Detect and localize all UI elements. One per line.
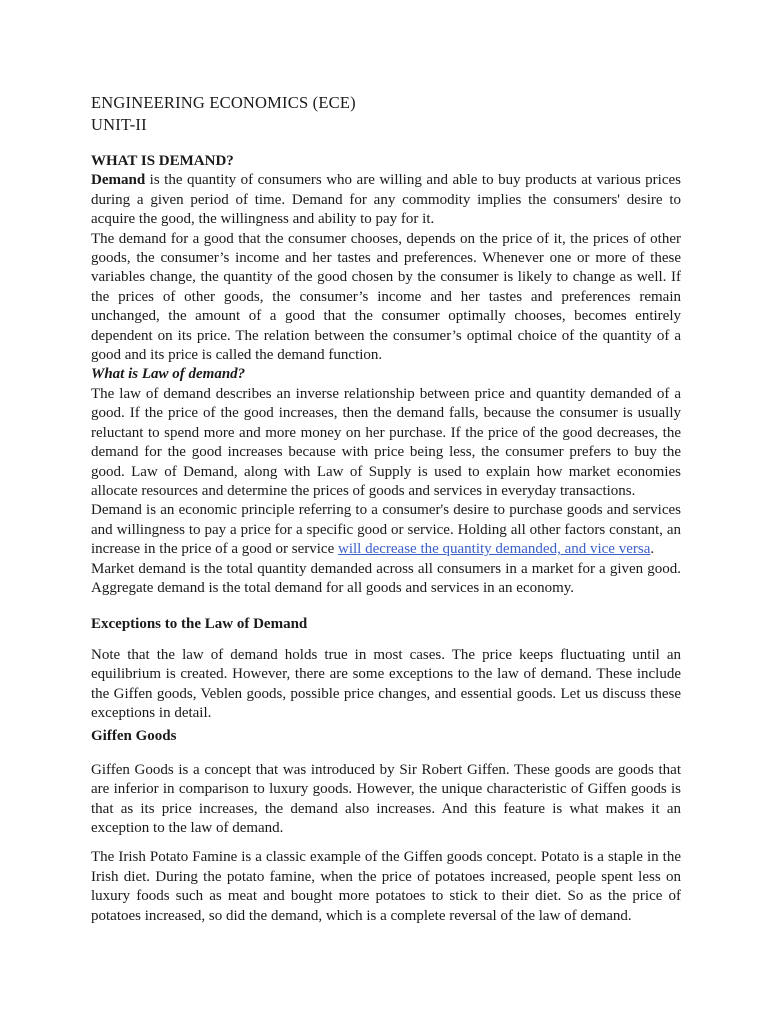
unit-title: UNIT-II xyxy=(91,115,147,134)
demand-definition-text: is the quantity of consumers who are willing and able to buy products at various prices during a given period of time. Demand for any commodity implies the consumers' desire to acquire the good, the willingness and ability to pay for it. xyxy=(91,172,681,228)
demand-function-paragraph: The demand for a good that the consumer chooses, depends on the price of it, the prices of other goods, the consumer’s income and her tastes and preferences. Whenever one or more of these variables change, the quantity of the good chosen by the consumer is likely to change as well. If the prices of other goods, the consumer’s income and her tastes and preferences remain unchanged, the amount of a good that the consumer optimally chooses, becomes entirely dependent on its price. The relation between the consumer’s optimal choice of the quantity of a good and its price is called the demand function. xyxy=(91,230,681,364)
law-of-demand-heading: What is Law of demand? xyxy=(91,366,246,383)
quantity-demanded-link[interactable]: will decrease the quantity demanded, and vice versa xyxy=(337,541,651,558)
demand-definition-paragraph xyxy=(91,171,681,229)
giffen-goods-heading: Giffen Goods xyxy=(91,728,177,745)
demand-principle-paragraph xyxy=(91,501,681,559)
demand-principle-text: Demand is an economic principle referring to a consumer's desire to purchase goods and services and willingness to pay a price for a specific good or service. Holding all other factors constant, an increase in the price of a good or service xyxy=(91,502,681,558)
giffen-goods-paragraph: Giffen Goods is a concept that was introduced by Sir Robert Giffen. These goods are goods that are inferior in comparison to luxury goods. However, the unique characteristic of Giffen goods is that as its price increases, the demand also increases. And this feature is what makes it an exception to the law of demand. xyxy=(91,761,681,836)
course-title: ENGINEERING ECONOMICS (ECE) xyxy=(91,93,356,112)
potato-famine-paragraph: The Irish Potato Famine is a classic example of the Giffen goods concept. Potato is a staple in the Irish diet. During the potato famine, when the price of potatoes increased, people spent less on luxury foods such as meat and bought more potatoes to stick to their diet. So as the price of potatoes increased, so did the demand, which is a complete reversal of the law of demand. xyxy=(91,849,681,924)
law-of-demand-paragraph: The law of demand describes an inverse relationship between price and quantity demanded of a good. If the price of the good increases, then the demand falls, because the consumer is usually reluctant to spend more and more money on her purchase. If the price of the good decreases, the demand for the good increases because with price being less, the consumer prefers to buy the good. Law of Demand, along with Law of Supply is used to explain how market economies allocate resources and determine the prices of goods and services in everyday transactions. xyxy=(91,385,681,499)
demand-term: Demand xyxy=(91,172,146,189)
exceptions-paragraph: Note that the law of demand holds true in most cases. The price keeps fluctuating until an equilibrium is created. However, there are some exceptions to the law of demand. These include the Giffen goods, Veblen goods, possible price changes, and essential goods. Let us discuss these exceptions in detail. xyxy=(91,646,681,721)
what-is-demand-heading: WHAT IS DEMAND? xyxy=(91,153,234,169)
market-demand-paragraph: Market demand is the total quantity demanded across all consumers in a market for a given good. Aggregate demand is the total demand for all goods and services in an economy. xyxy=(91,560,681,596)
exceptions-heading: Exceptions to the Law of Demand xyxy=(91,616,308,633)
demand-principle-end: . xyxy=(650,541,655,558)
